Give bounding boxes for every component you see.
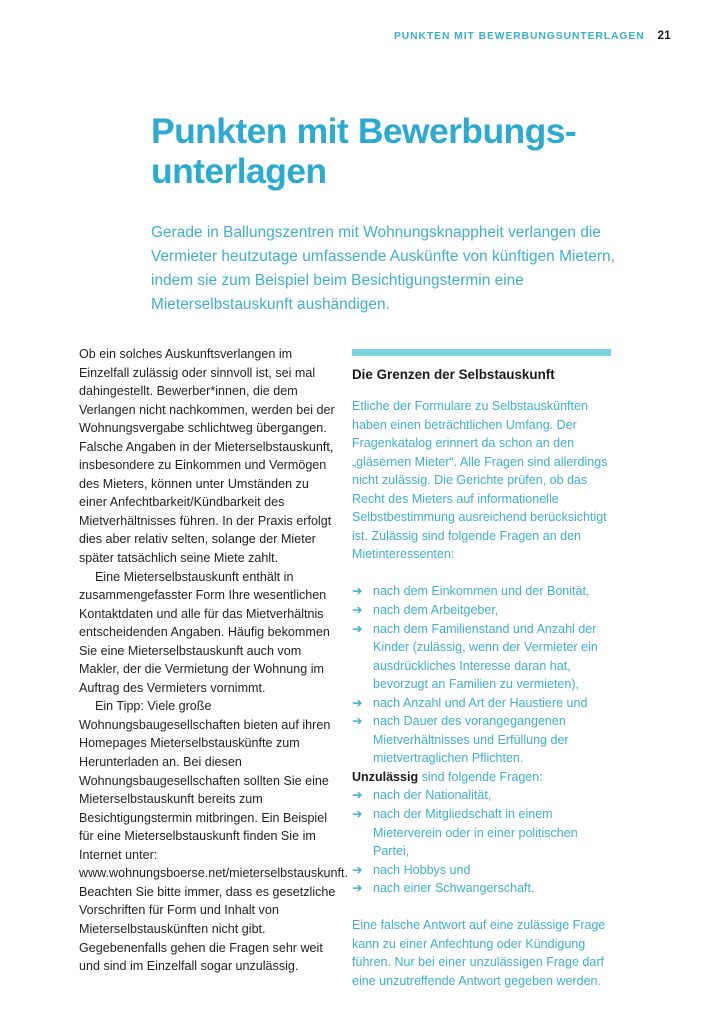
list-item-label: nach Anzahl und Art der Haustiere und (373, 695, 588, 710)
arrow-right-icon: ➔ (352, 881, 363, 896)
right-text-column (352, 349, 611, 990)
list-item-label: nach der Nationalität, (373, 788, 492, 803)
running-head (394, 30, 671, 42)
list-item-label: nach Hobbys und (373, 862, 471, 877)
allowed-questions-list (352, 582, 611, 767)
arrow-right-icon: ➔ (352, 602, 363, 617)
forbidden-questions-list (352, 786, 611, 897)
section-heading: Die Grenzen der Selbstauskunft (352, 367, 555, 382)
spacer (352, 898, 611, 917)
body-paragraph-3: Ein Tipp: Viele große Wohnungsbaugesellschaften bieten auf ihren Homepages Mieterselbstauskünfte zum Herunterladen an. Bei diesen Wohnungsbaugesellschaften sollten Sie eine Mieterselbstauskunft bereits zum Besichtigungstermin mitbringen. Ein Beispiel für eine Mieterselbstauskunft finden Sie im Internet unter: www.wohnungsboerse.net/mieterselbstauskunft. Beachten Sie bitte immer, dass es gesetzliche Vorschriften für Form und Inhalt von Mieterselbstauskünften nicht gibt. Gegebenenfalls gehen die Fragen sehr weit und sind im Einzelfall sogar unzulässig. (79, 699, 348, 974)
page-title: Punkten mit Bewerbungsunterlagen (151, 111, 577, 191)
list-item (352, 861, 611, 880)
section-closing-paragraph: Eine falsche Antwort auf eine zulässige Frage kann zu einer Anfechtung oder Kündigung führen. Nur bei einer unzulässigen Frage darf eine unzutreffende Antwort gegeben werden. (352, 918, 606, 988)
forbidden-lead-rest: sind folgende Fragen: (418, 769, 543, 784)
title-block (151, 111, 651, 317)
running-head-title: PUNKTEN MIT BEWERBUNGSUNTERLAGEN (393, 31, 645, 42)
list-item-label: nach Dauer des vorangegangenen Mietverhältnisses und Erfüllung der mietvertraglichen Pflichten. (373, 714, 569, 766)
body-paragraph-1: Ob ein solches Auskunftsverlangen im Einzelfall zulässig oder sinnvoll ist, sei mal dahingestellt. Bewerber*innen, die dem Verlangen nicht nachkommen, werden bei der Wohnungsvergabe schlichtweg übergangen. Falsche Angaben in der Mieterselbstauskunft, insbesondere zu Einkommen und Vermögen des Mieters, können unter Umständen zu einer Anfechtbarkeit/Kündbarkeit des Mietverhältnisses führen. In der Praxis erfolgt dies aber relativ selten, solange der Mieter später tatsächlich seine Miete zahlt. (79, 347, 335, 566)
spacer (352, 564, 611, 583)
list-item (352, 694, 611, 713)
forbidden-lead-emphasis: Unzulässig (352, 769, 419, 784)
list-item (352, 712, 611, 768)
page-number: 21 (657, 30, 671, 42)
arrow-right-icon: ➔ (352, 584, 363, 599)
list-item (352, 601, 611, 620)
list-item-label: nach der Mitgliedschaft in einem Mieterverein oder in einer politischen Partei, (373, 806, 578, 859)
arrow-right-icon: ➔ (352, 695, 363, 710)
arrow-right-icon: ➔ (352, 714, 363, 729)
list-item-label: nach einer Schwangerschaft. (373, 881, 535, 896)
list-item (352, 805, 611, 861)
list-item (352, 582, 611, 601)
body-paragraph-2: Eine Mieterselbstauskunft enthält in zusammengefasster Form Ihre wesentlichen Kontaktdaten und alle für das Mietverhältnis entscheidenden Angaben. Häufig bekommen Sie eine Mieterselbstauskunft auch vom Makler, der die Vermietung der Wohnung im Auftrag des Vermieters vornimmt. (79, 569, 330, 695)
list-item-label: nach dem Einkommen und der Bonität, (373, 584, 590, 599)
arrow-right-icon: ➔ (352, 621, 363, 636)
article-standfirst: Gerade in Ballungszentren mit Wohnungsknappheit verlangen die Vermieter heutzutage umfassende Auskünfte von künftigen Mietern, indem sie zum Beispiel beim Besichtigungstermin eine Mieterselbstauskunft aushändigen. (151, 224, 615, 314)
list-item (352, 786, 611, 805)
section-rule (352, 349, 611, 356)
forbidden-questions-lead (352, 768, 611, 787)
list-item-label: nach dem Arbeitgeber, (373, 602, 499, 617)
left-text-column (79, 345, 348, 976)
arrow-right-icon: ➔ (352, 788, 363, 803)
arrow-right-icon: ➔ (352, 862, 363, 877)
arrow-right-icon: ➔ (352, 806, 363, 821)
list-item (352, 879, 611, 898)
section-intro-paragraph: Etliche der Formulare zu Selbstauskünften haben einen beträchtlichen Umfang. Der Fragenkatalog erinnert da schon an den „gläsernen Mieter“. Alle Fragen sind allerdings nicht zulässig. Die Gerichte prüfen, ob das Recht des Mieters auf informationelle Selbstbestimmung ausreichend berücksichtigt ist. Zulässig sind folgende Fragen an den Mietinteressenten: (352, 399, 608, 562)
list-item-label: nach dem Familienstand und Anzahl der Kinder (zulässig, wenn der Vermieter ein ausdrückliches Interesse daran hat, bevorzugt an Familien zu vermieten), (373, 621, 598, 692)
list-item (352, 620, 611, 694)
